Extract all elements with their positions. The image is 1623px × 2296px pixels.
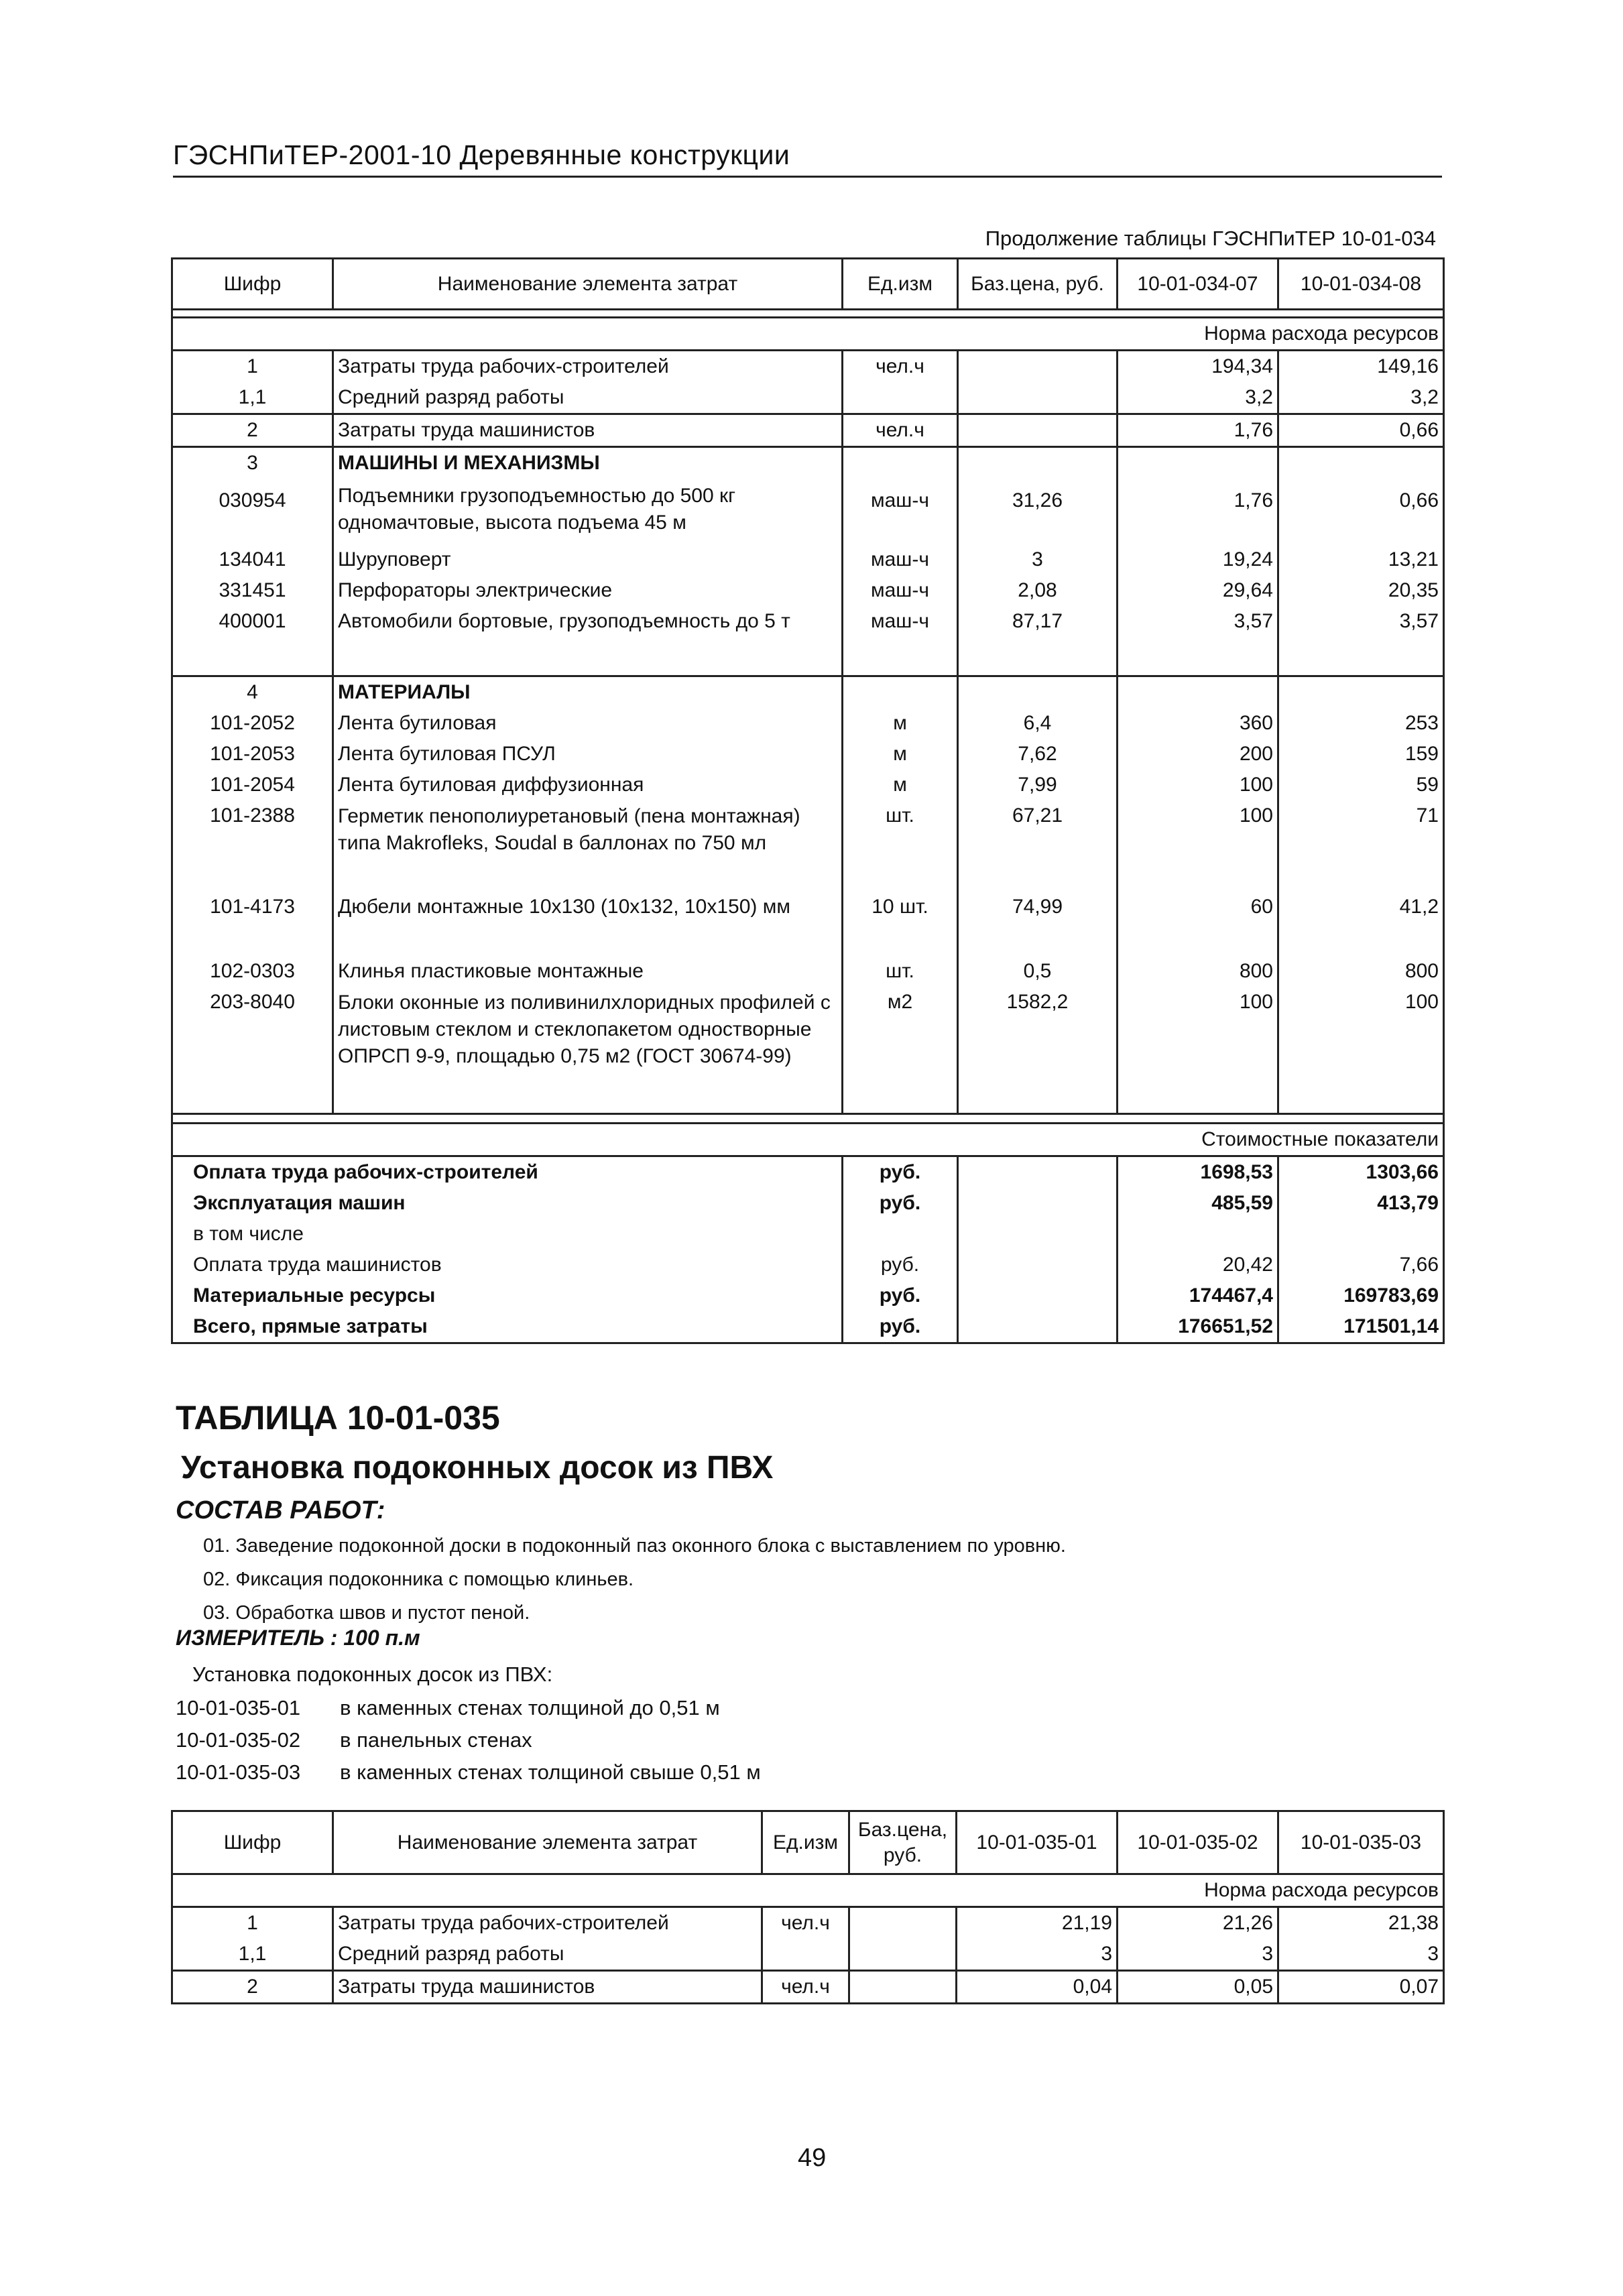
row-value-2: 41,2 xyxy=(1278,892,1444,956)
cost-name: Оплата труда рабочих-строителей xyxy=(172,1156,843,1189)
row-value-2: 800 xyxy=(1278,956,1444,987)
table-row xyxy=(172,987,1444,1114)
work-code-description: в панельных стенах xyxy=(340,1728,532,1752)
row-name: Клинья пластиковые монтажные xyxy=(333,956,843,987)
cost-name: в том числе xyxy=(172,1219,843,1250)
running-head: ГЭСНПиТЕР-2001-10 Деревянные конструкции xyxy=(173,139,790,170)
column-header-name: Наименование элемента затрат xyxy=(333,259,843,310)
table-header-row xyxy=(172,259,1444,310)
section-row-materials xyxy=(172,676,1444,708)
work-code: 10-01-035-03 xyxy=(176,1760,301,1784)
row-unit: чел.ч xyxy=(843,414,958,447)
row-unit: 10 шт. xyxy=(843,892,958,956)
row-unit: шт. xyxy=(843,800,958,892)
cost-value-2 xyxy=(1278,1219,1444,1250)
row-value-1: 194,34 xyxy=(1118,351,1278,383)
row-value-3: 0,07 xyxy=(1278,1971,1444,2004)
row-name: Перфораторы электрические xyxy=(333,575,843,606)
row-value-2: 13,21 xyxy=(1278,544,1444,575)
cost-value-1 xyxy=(1118,1219,1278,1250)
cost-unit: руб. xyxy=(843,1156,958,1189)
row-code: 203-8040 xyxy=(172,987,333,1114)
cost-unit: руб. xyxy=(843,1188,958,1219)
cost-label: Стоимостные показатели xyxy=(172,1124,1444,1156)
row-name: Подъемники грузоподъемностью до 500 кг одномачтовые, высота подъема 45 м xyxy=(333,479,843,544)
row-value-1: 0,04 xyxy=(957,1971,1118,2004)
table-row xyxy=(172,382,1444,414)
row-price xyxy=(849,1971,957,2004)
row-price: 3 xyxy=(958,544,1118,575)
row-value-1: 60 xyxy=(1118,892,1278,956)
row-value-2: 149,16 xyxy=(1278,351,1444,383)
row-price: 6,4 xyxy=(958,708,1118,739)
row-unit: м xyxy=(843,739,958,770)
row-code: 030954 xyxy=(172,479,333,544)
row-price: 74,99 xyxy=(958,892,1118,956)
row-unit xyxy=(762,1939,849,1971)
column-header-code: Шифр xyxy=(172,1811,333,1874)
row-unit: чел.ч xyxy=(762,1971,849,2004)
row-code: 101-4173 xyxy=(172,892,333,956)
row-value-2: 0,05 xyxy=(1118,1971,1278,2004)
row-code: 134041 xyxy=(172,544,333,575)
work-composition-label: СОСТАВ РАБОТ: xyxy=(176,1496,385,1524)
norm-label-row xyxy=(172,318,1444,351)
column-header-unit: Ед.изм xyxy=(762,1811,849,1874)
row-unit: м xyxy=(843,708,958,739)
work-step: 01. Заведение подоконной доски в подоконный паз оконного блока с выставлением по уровню. xyxy=(203,1535,1066,1557)
column-header-10-01-034-08: 10-01-034-08 xyxy=(1278,259,1444,310)
row-price: 87,17 xyxy=(958,606,1118,637)
row-name: Затраты труда машинистов xyxy=(333,1971,762,2004)
row-name: Средний разряд работы xyxy=(333,1939,762,1971)
install-caption: Установка подоконных досок из ПВХ: xyxy=(192,1663,553,1686)
cost-row xyxy=(172,1280,1444,1311)
column-header-price: Баз.цена, руб. xyxy=(958,259,1118,310)
row-value-2: 0,66 xyxy=(1278,479,1444,544)
table-header-row xyxy=(172,1811,1444,1874)
row-value-2: 3,57 xyxy=(1278,606,1444,637)
cost-value-1: 1698,53 xyxy=(1118,1156,1278,1189)
row-price: 67,21 xyxy=(958,800,1118,892)
row-name: Автомобили бортовые, грузоподъемность до 5 т xyxy=(333,606,843,637)
cost-value-2: 7,66 xyxy=(1278,1250,1444,1280)
row-code: 1 xyxy=(172,1907,333,1939)
row-value-1: 21,19 xyxy=(957,1907,1118,1939)
column-header-10-01-035-01: 10-01-035-01 xyxy=(957,1811,1118,1874)
cost-unit: руб. xyxy=(843,1280,958,1311)
row-price: 31,26 xyxy=(958,479,1118,544)
row-value-2: 159 xyxy=(1278,739,1444,770)
row-name: Дюбели монтажные 10х130 (10х132, 10х150) мм xyxy=(333,892,843,956)
cost-row xyxy=(172,1250,1444,1280)
table-row xyxy=(172,892,1444,956)
page-number: 49 xyxy=(798,2144,827,2172)
row-name: Лента бутиловая ПСУЛ xyxy=(333,739,843,770)
norm-label: Норма расхода ресурсов xyxy=(172,318,1444,351)
cost-name: Материальные ресурсы xyxy=(172,1280,843,1311)
code-line xyxy=(176,1696,720,1720)
norm-label-row xyxy=(172,1874,1444,1907)
row-name: Средний разряд работы xyxy=(333,382,843,414)
column-header-unit: Ед.изм xyxy=(843,259,958,310)
row-value-2: 3,2 xyxy=(1278,382,1444,414)
row-unit xyxy=(843,382,958,414)
table-row xyxy=(172,1939,1444,1971)
row-code: 400001 xyxy=(172,606,333,637)
row-price: 2,08 xyxy=(958,575,1118,606)
work-step: 03. Обработка швов и пустот пеной. xyxy=(203,1602,530,1624)
cost-name: Всего, прямые затраты xyxy=(172,1311,843,1343)
row-unit: шт. xyxy=(843,956,958,987)
row-price: 0,5 xyxy=(958,956,1118,987)
cost-row xyxy=(172,1311,1444,1343)
section-code: 4 xyxy=(172,676,333,708)
resource-norms-table-034 xyxy=(171,257,1445,1344)
column-header-10-01-035-02: 10-01-035-02 xyxy=(1118,1811,1278,1874)
cost-value-2: 1303,66 xyxy=(1278,1156,1444,1189)
cost-row xyxy=(172,1219,1444,1250)
meter-label: ИЗМЕРИТЕЛЬ : xyxy=(176,1626,338,1650)
row-price: 7,62 xyxy=(958,739,1118,770)
cost-value-1: 20,42 xyxy=(1118,1250,1278,1280)
table-row xyxy=(172,770,1444,800)
cost-value-2: 169783,69 xyxy=(1278,1280,1444,1311)
row-unit: маш-ч xyxy=(843,479,958,544)
row-code: 1 xyxy=(172,351,333,383)
row-code: 2 xyxy=(172,1971,333,2004)
work-code: 10-01-035-02 xyxy=(176,1728,301,1752)
row-value-1: 3 xyxy=(957,1939,1118,1971)
row-price: 1582,2 xyxy=(958,987,1118,1114)
row-value-2: 59 xyxy=(1278,770,1444,800)
row-code: 101-2053 xyxy=(172,739,333,770)
row-name: Герметик пенополиуретановый (пена монтажная) типа Makroflеks, Soudal в баллонах по 750 мл xyxy=(333,800,843,892)
row-value-1: 1,76 xyxy=(1118,479,1278,544)
row-value-1: 360 xyxy=(1118,708,1278,739)
row-value-1: 1,76 xyxy=(1118,414,1278,447)
row-code: 101-2388 xyxy=(172,800,333,892)
work-step: 02. Фиксация подоконника с помощью клиньев. xyxy=(203,1569,634,1590)
header-rule xyxy=(173,176,1442,178)
meter-line xyxy=(176,1626,420,1650)
cost-value-1: 174467,4 xyxy=(1118,1280,1278,1311)
cost-value-1: 485,59 xyxy=(1118,1188,1278,1219)
row-name: Затраты труда машинистов xyxy=(333,414,843,447)
table-row xyxy=(172,708,1444,739)
norm-label: Норма расхода ресурсов xyxy=(172,1874,1444,1907)
cost-value-1: 176651,52 xyxy=(1118,1311,1278,1343)
row-name: Лента бутиловая диффузионная xyxy=(333,770,843,800)
section-row-machines xyxy=(172,447,1444,479)
row-code: 331451 xyxy=(172,575,333,606)
row-name: Блоки оконные из поливинилхлоридных профилей с листовым стеклом и стеклопакетом одностворные ОПРСП 9-9, площадью 0,75 м2 (ГОСТ 30674-99) xyxy=(333,987,843,1114)
row-price: 7,99 xyxy=(958,770,1118,800)
row-value-1: 800 xyxy=(1118,956,1278,987)
column-header-10-01-035-03: 10-01-035-03 xyxy=(1278,1811,1444,1874)
row-code: 1,1 xyxy=(172,382,333,414)
cost-row xyxy=(172,1188,1444,1219)
row-value-2: 21,26 xyxy=(1118,1907,1278,1939)
section-title: МАШИНЫ И МЕХАНИЗМЫ xyxy=(333,447,843,479)
spacer-row xyxy=(172,1114,1444,1124)
code-line xyxy=(176,1728,532,1752)
row-value-1: 100 xyxy=(1118,770,1278,800)
row-value-1: 200 xyxy=(1118,739,1278,770)
cost-value-2: 413,79 xyxy=(1278,1188,1444,1219)
row-value-2: 0,66 xyxy=(1278,414,1444,447)
cost-name: Оплата труда машинистов xyxy=(172,1250,843,1280)
row-name: Затраты труда рабочих-строителей xyxy=(333,1907,762,1939)
meter-value: 100 п.м xyxy=(343,1626,420,1650)
table-title: ТАБЛИЦА 10-01-035 xyxy=(176,1399,500,1437)
cost-unit: руб. xyxy=(843,1311,958,1343)
table-row xyxy=(172,544,1444,575)
row-price xyxy=(958,351,1118,383)
table-row xyxy=(172,414,1444,447)
row-value-2: 3 xyxy=(1118,1939,1278,1971)
row-price xyxy=(849,1907,957,1939)
section-code: 3 xyxy=(172,447,333,479)
row-unit: чел.ч xyxy=(762,1907,849,1939)
row-value-1: 3,2 xyxy=(1118,382,1278,414)
column-header-code: Шифр xyxy=(172,259,333,310)
cost-unit xyxy=(843,1219,958,1250)
column-header-name: Наименование элемента затрат xyxy=(333,1811,762,1874)
table-row xyxy=(172,351,1444,383)
row-name: Затраты труда рабочих-строителей xyxy=(333,351,843,383)
table-row xyxy=(172,800,1444,892)
spacer-row xyxy=(172,310,1444,318)
work-code: 10-01-035-01 xyxy=(176,1696,301,1719)
table-row xyxy=(172,1907,1444,1939)
row-name: Шуруповерт xyxy=(333,544,843,575)
row-value-1: 3,57 xyxy=(1118,606,1278,637)
cost-value-2: 171501,14 xyxy=(1278,1311,1444,1343)
table-subtitle: Установка подоконных досок из ПВХ xyxy=(181,1450,774,1486)
row-value-2: 253 xyxy=(1278,708,1444,739)
row-unit: маш-ч xyxy=(843,544,958,575)
row-code: 102-0303 xyxy=(172,956,333,987)
row-value-1: 100 xyxy=(1118,987,1278,1114)
work-code-description: в каменных стенах толщиной до 0,51 м xyxy=(340,1696,720,1719)
row-value-1: 100 xyxy=(1118,800,1278,892)
table-row xyxy=(172,956,1444,987)
row-unit: маш-ч xyxy=(843,575,958,606)
column-header-10-01-034-07: 10-01-034-07 xyxy=(1118,259,1278,310)
row-unit: м xyxy=(843,770,958,800)
row-name: Лента бутиловая xyxy=(333,708,843,739)
resource-norms-table-035 xyxy=(171,1810,1445,2004)
row-price xyxy=(958,382,1118,414)
work-code-description: в каменных стенах толщиной свыше 0,51 м xyxy=(340,1760,761,1784)
row-unit: чел.ч xyxy=(843,351,958,383)
cost-label-row xyxy=(172,1124,1444,1156)
row-value-2: 71 xyxy=(1278,800,1444,892)
table-continuation-caption: Продолжение таблицы ГЭСНПиТЕР 10-01-034 xyxy=(985,227,1436,250)
row-unit: маш-ч xyxy=(843,606,958,637)
row-value-3: 21,38 xyxy=(1278,1907,1444,1939)
spacer-row xyxy=(172,637,1444,676)
table-row xyxy=(172,739,1444,770)
row-unit: м2 xyxy=(843,987,958,1114)
row-value-2: 20,35 xyxy=(1278,575,1444,606)
table-row xyxy=(172,606,1444,637)
row-value-2: 100 xyxy=(1278,987,1444,1114)
code-line xyxy=(176,1760,761,1785)
column-header-price: Баз.цена, руб. xyxy=(849,1811,957,1874)
row-code: 2 xyxy=(172,414,333,447)
table-row xyxy=(172,479,1444,544)
cost-name: Эксплуатация машин xyxy=(172,1188,843,1219)
row-code: 101-2052 xyxy=(172,708,333,739)
row-code: 101-2054 xyxy=(172,770,333,800)
cost-unit: руб. xyxy=(843,1250,958,1280)
table-row xyxy=(172,1971,1444,2004)
row-value-1: 29,64 xyxy=(1118,575,1278,606)
row-code: 1,1 xyxy=(172,1939,333,1971)
row-price xyxy=(958,414,1118,447)
row-value-3: 3 xyxy=(1278,1939,1444,1971)
table-row xyxy=(172,575,1444,606)
cost-row xyxy=(172,1156,1444,1189)
row-price xyxy=(849,1939,957,1971)
row-value-1: 19,24 xyxy=(1118,544,1278,575)
section-title: МАТЕРИАЛЫ xyxy=(333,676,843,708)
